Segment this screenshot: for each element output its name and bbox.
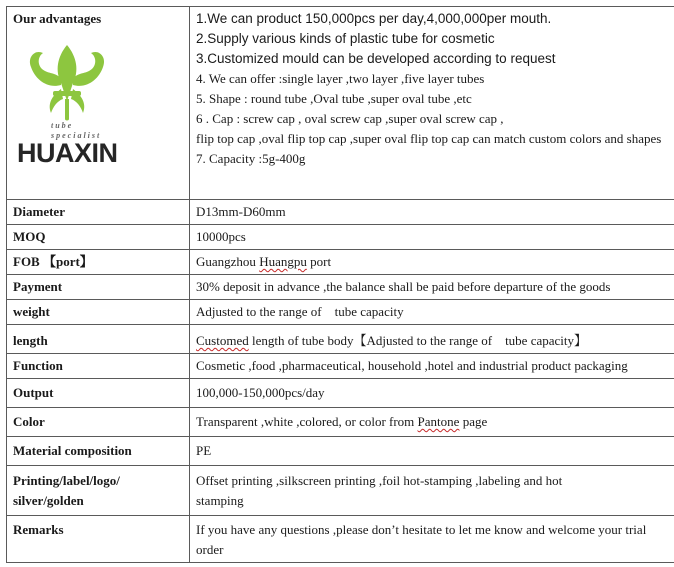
value-text: port bbox=[306, 254, 332, 269]
row-value: 30% deposit in advance ,the balance shall be paid before departure of the goods bbox=[190, 275, 674, 300]
advantages-label-cell bbox=[7, 7, 190, 200]
row-label: Function bbox=[7, 354, 190, 379]
row-value: 10000pcs bbox=[190, 225, 674, 250]
row-label: MOQ bbox=[7, 225, 190, 250]
spec-row-printing bbox=[7, 466, 674, 516]
row-label: Output bbox=[7, 379, 190, 408]
spellcheck-word: Huangpu bbox=[259, 254, 307, 269]
spec-row-fob bbox=[7, 250, 674, 275]
advantage-line: 2.Supply various kinds of plastic tube for cosmetic bbox=[196, 31, 495, 46]
row-value: If you have any questions ,please don’t hesitate to let me know and welcome your trial order bbox=[190, 516, 674, 563]
advantages-list bbox=[190, 7, 674, 200]
spellcheck-word: Pantone bbox=[417, 414, 460, 429]
advantage-line: 4. We can offer :single layer ,two layer ,five layer tubes bbox=[196, 71, 485, 86]
row-label: Diameter bbox=[7, 200, 190, 225]
spec-row-function bbox=[7, 354, 674, 379]
value-text: Transparent ,white ,colored, or color from bbox=[196, 414, 418, 429]
row-value: 100,000-150,000pcs/day bbox=[190, 379, 674, 408]
fleur-de-lis-icon bbox=[17, 43, 117, 123]
spec-row-weight bbox=[7, 300, 674, 325]
advantage-line: flip top cap ,oval flip top cap ,super oval flip top cap can match custom colors and shapes bbox=[196, 131, 662, 146]
value-text: length of tube body【Adjusted to the range of tube capacity】 bbox=[248, 333, 588, 348]
spec-row-remarks bbox=[7, 516, 674, 563]
logo-tagline: tube specialist bbox=[51, 121, 102, 140]
row-label: Remarks bbox=[7, 516, 190, 563]
row-label: weight bbox=[7, 300, 190, 325]
advantage-line: 1.We can product 150,000pcs per day,4,000,000per mouth. bbox=[196, 11, 552, 26]
row-label: Material composition bbox=[7, 437, 190, 466]
row-value bbox=[190, 250, 674, 275]
advantages-row bbox=[7, 7, 674, 200]
spec-row-length bbox=[7, 325, 674, 354]
row-value: PE bbox=[190, 437, 674, 466]
spec-row-moq bbox=[7, 225, 674, 250]
row-label: Color bbox=[7, 408, 190, 437]
logo-brand-text: HUAXIN bbox=[17, 138, 118, 168]
spellcheck-word: Customed bbox=[196, 333, 249, 348]
advantage-line: 5. Shape : round tube ,Oval tube ,super oval tube ,etc bbox=[196, 91, 472, 106]
value-text: Guangzhou bbox=[196, 254, 260, 269]
spec-row-color bbox=[7, 408, 674, 437]
advantage-line: 3.Customized mould can be developed according to request bbox=[196, 51, 556, 66]
spec-row-material bbox=[7, 437, 674, 466]
advantage-line: 6 . Cap : screw cap , oval screw cap ,super oval screw cap , bbox=[196, 111, 504, 126]
company-logo bbox=[17, 43, 117, 167]
row-label: Payment bbox=[7, 275, 190, 300]
spec-row-output bbox=[7, 379, 674, 408]
advantages-label: Our advantages bbox=[13, 11, 102, 26]
row-label: FOB 【port】 bbox=[7, 250, 190, 275]
row-label: Printing/label/logo/ silver/golden bbox=[7, 466, 190, 516]
row-value bbox=[190, 325, 674, 354]
spec-row-payment bbox=[7, 275, 674, 300]
advantage-line: 7. Capacity :5g-400g bbox=[196, 151, 306, 166]
row-value: Offset printing ,silkscreen printing ,foil hot-stamping ,labeling and hot stamping bbox=[190, 466, 674, 516]
spec-row-diameter bbox=[7, 200, 674, 225]
row-label: length bbox=[7, 325, 190, 354]
row-value: D13mm-D60mm bbox=[190, 200, 674, 225]
row-value: Cosmetic ,food ,pharmaceutical, household ,hotel and industrial product packaging bbox=[190, 354, 674, 379]
spec-table bbox=[6, 6, 674, 563]
row-value: Adjusted to the range of tube capacity bbox=[190, 300, 674, 325]
value-text: page bbox=[459, 414, 488, 429]
row-value bbox=[190, 408, 674, 437]
